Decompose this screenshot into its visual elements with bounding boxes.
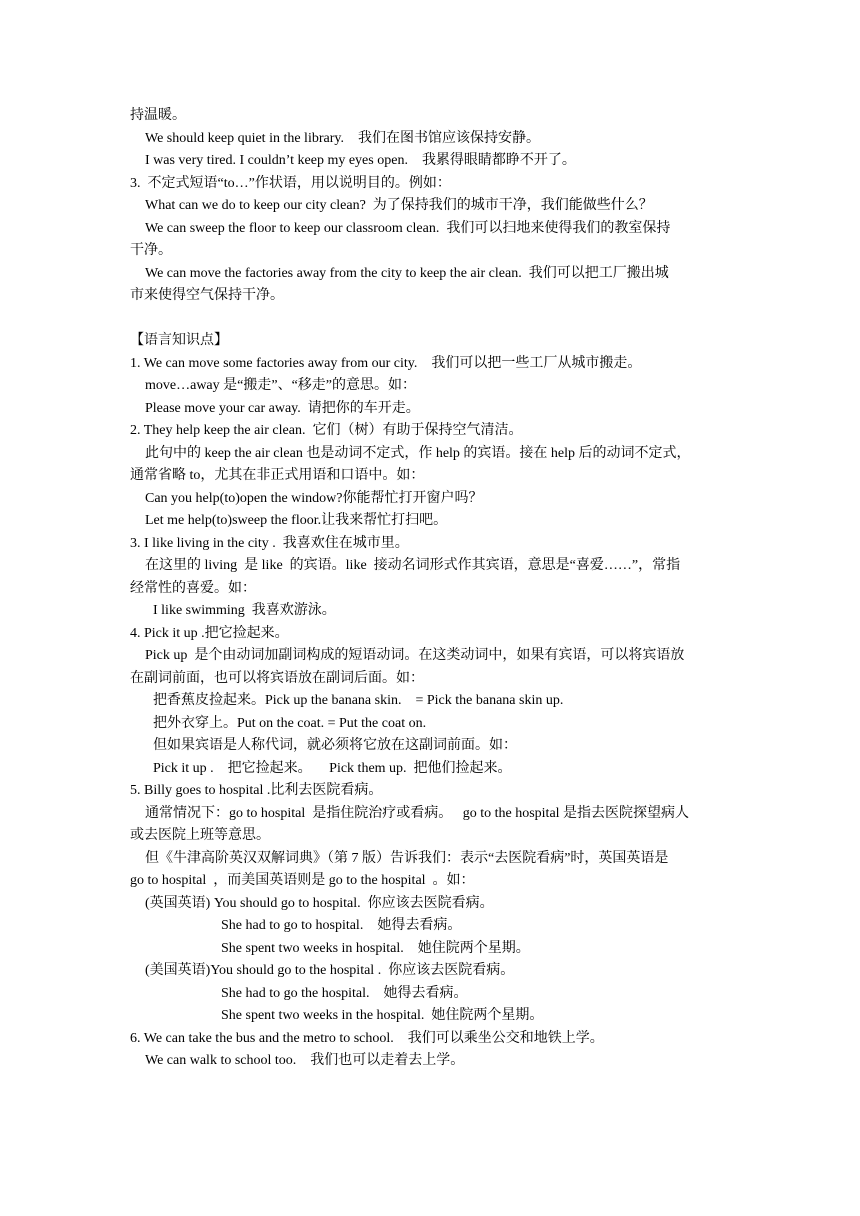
text-line: (美国英语)You should go to the hospital . 你应该去医院看病。 (145, 963, 515, 978)
text-line: Pick it up . 把它捡起来。 Pick them up. 把他们捡起来。 (153, 761, 512, 776)
text-line: 市来使得空气保持干净。 (130, 288, 284, 303)
text-line: We can sweep the floor to keep our classroom clean. 我们可以扫地来使得我们的教室保持 (145, 221, 671, 236)
text-line: What can we do to keep our city clean? 为了保持我们的城市干净，我们能做些什么？ (145, 198, 653, 213)
text-line: 但《牛津高阶英汉双解词典》（第 7 版）告诉我们：表示“去医院看病”时，英国英语是 (145, 851, 669, 866)
text-line: 经常性的喜爱。如： (130, 581, 256, 596)
text-line: I was very tired. I couldn’t keep my eyes open. 我累得眼睛都睁不开了。 (145, 153, 576, 168)
text-line: 3. 不定式短语“to…”作状语，用以说明目的。例如： (130, 176, 451, 191)
text-line: I like swimming 我喜欢游泳。 (153, 603, 336, 618)
text-line: go to hospital ，而美国英语则是 go to the hospital 。如： (130, 873, 475, 888)
text-line: 持温暖。 (130, 108, 186, 123)
text-line: Please move your car away. 请把你的车开走。 (145, 401, 420, 416)
text-line: move…away 是“搬走”、“移走”的意思。如： (145, 378, 416, 393)
text-line: 把香蕉皮捡起来。Pick up the banana skin. = Pick the banana skin up. (153, 693, 564, 708)
text-line: We can walk to school too. 我们也可以走着去上学。 (145, 1053, 465, 1068)
text-line: She had to go the hospital. 她得去看病。 (221, 986, 468, 1001)
text-line: 3. I like living in the city . 我喜欢住在城市里。 (130, 536, 409, 551)
text-line: She had to go to hospital. 她得去看病。 (221, 918, 462, 933)
text-line: We should keep quiet in the library. 我们在图书馆应该保持安静。 (145, 131, 540, 146)
text-line: 通常省略 to，尤其在非正式用语和口语中。如： (130, 468, 425, 483)
text-line: 或去医院上班等意思。 (130, 828, 270, 843)
text-line: 4. Pick it up .把它捡起来。 (130, 626, 289, 641)
section-heading: 【语言知识点】 (130, 333, 228, 348)
text-line: 干净。 (130, 243, 172, 258)
text-line: Let me help(to)sweep the floor.让我来帮忙打扫吧。 (145, 513, 448, 528)
text-line: Pick up 是个由动词加副词构成的短语动词。在这类动词中，如果有宾语，可以将宾语放 (145, 648, 685, 663)
text-line: 通常情况下：go to hospital 是指住院治疗或看病。 go to the hospital 是指去医院探望病人 (145, 806, 690, 821)
text-line: 2. They help keep the air clean. 它们（树）有助于保持空气清洁。 (130, 423, 523, 438)
text-line: 6. We can take the bus and the metro to school. 我们可以乘坐公交和地铁上学。 (130, 1031, 604, 1046)
text-line: 5. Billy goes to hospital .比利去医院看病。 (130, 783, 383, 798)
text-line: (英国英语) You should go to hospital. 你应该去医院看病。 (145, 896, 494, 911)
text-line: We can move the factories away from the city to keep the air clean. 我们可以把工厂搬出城 (145, 266, 669, 281)
text-line: 此句中的 keep the air clean 也是动词不定式，作 help 的宾语。接在 help 后的动词不定式， (145, 446, 691, 461)
text-line: She spent two weeks in the hospital. 她住院两个星期。 (221, 1008, 544, 1023)
text-line: 在副词前面，也可以将宾语放在副词后面。如： (130, 671, 424, 686)
text-line: She spent two weeks in hospital. 她住院两个星期。 (221, 941, 530, 956)
text-line: Can you help(to)open the window?你能帮忙打开窗户吗？ (145, 491, 483, 506)
text-line: 在这里的 living 是 like 的宾语。like 接动名词形式作其宾语，意思是“喜爱……”，常指 (145, 558, 681, 573)
text-line: 但如果宾语是人称代词，就必须将它放在这副词前面。如： (153, 738, 517, 753)
text-line: 把外衣穿上。Put on the coat. = Put the coat on. (153, 716, 427, 731)
text-line: 1. We can move some factories away from our city. 我们可以把一些工厂从城市搬走。 (130, 356, 642, 371)
